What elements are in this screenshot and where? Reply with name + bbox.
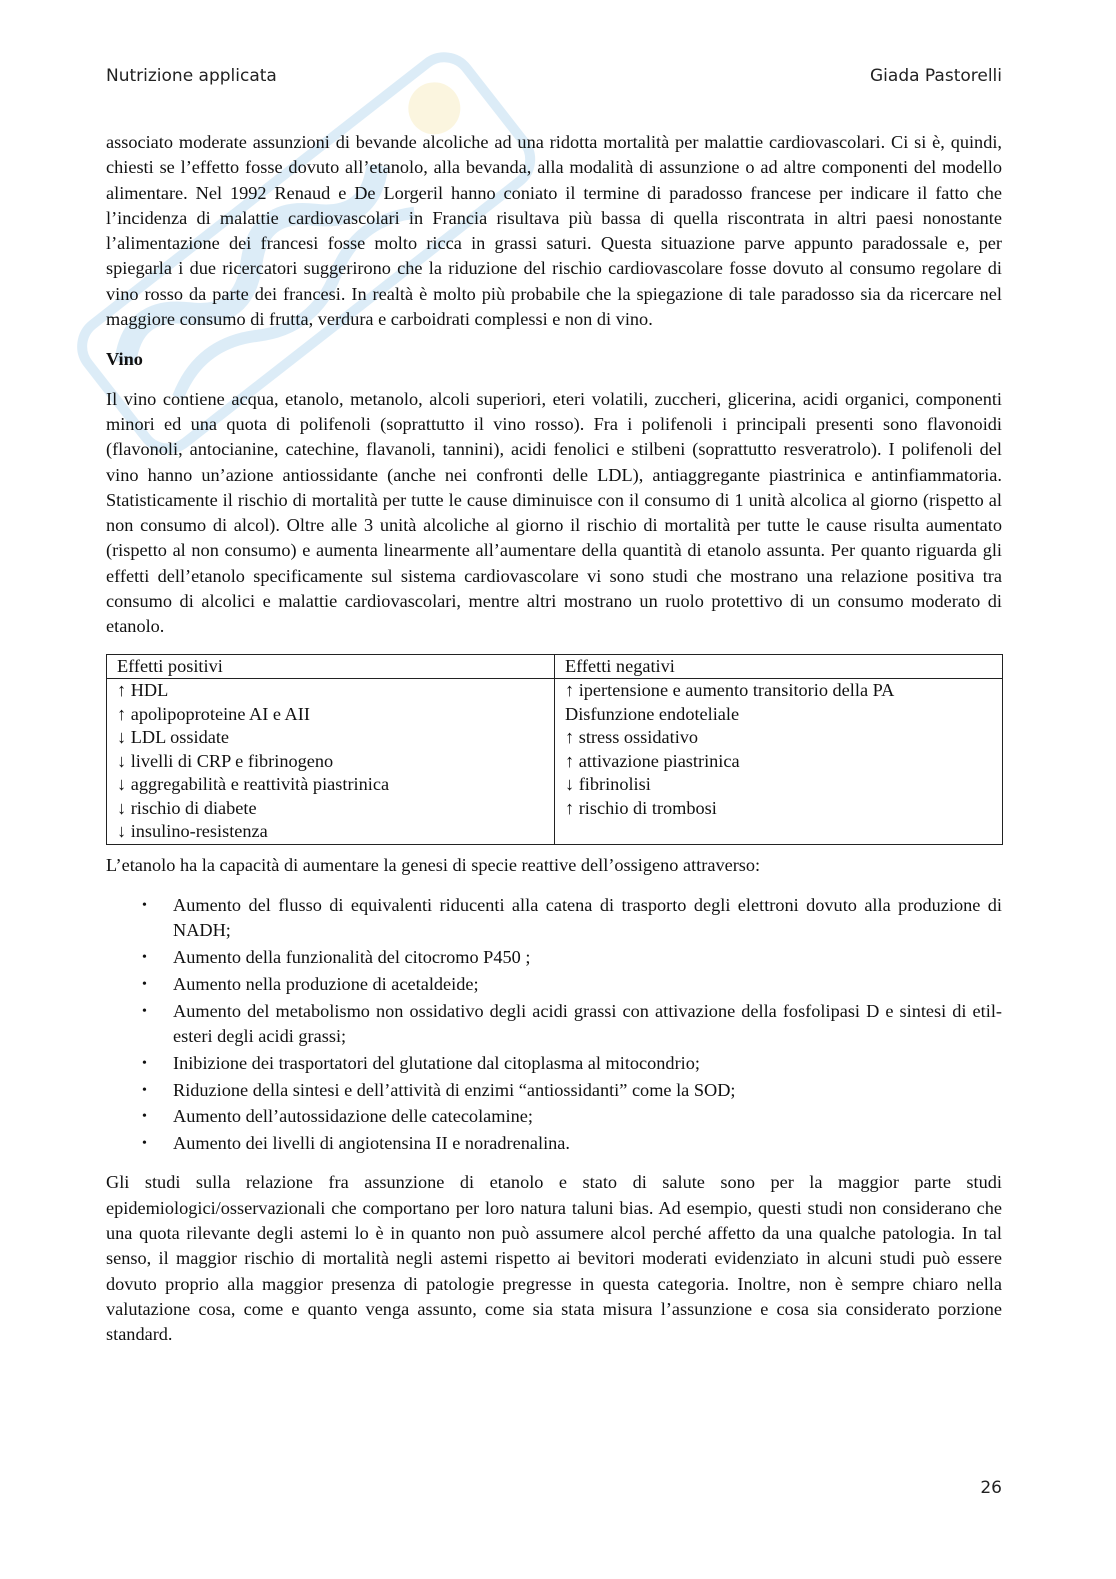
page-number: 26 [980, 1478, 1002, 1498]
list-item [106, 945, 1002, 970]
bullet-icon: • [142, 897, 147, 913]
list-item-text: Aumento dell’autossidazione delle catecolamine; [173, 1106, 533, 1127]
page-body [106, 130, 1002, 1347]
bullet-icon: • [142, 1003, 147, 1019]
negative-effect-item: ↑ ipertensione e aumento transitorio della PA [565, 680, 895, 701]
list-item [106, 999, 1002, 1050]
list-item [106, 1078, 1002, 1103]
list-item [106, 893, 1002, 944]
effects-table [106, 654, 1003, 845]
paragraph-french-paradox: associato moderate assunzioni di bevande alcoliche ad una ridotta mortalità per malattie cardiovascolari. Ci si è, quindi, chiesti se l’effetto fosse dovuto all’etanolo, alla bevanda, alla modalità di assunzione o ad altre componenti del modello alimentare. Nel 1992 Renaud e De Lorgeril hanno coniato il termine di paradosso francese per indicare il fatto che l’incidenza di malattie cardiovascolari in Francia risultava più bassa di quella riscontrata in altri paesi nonostante l’alimentazione dei francesi fosse molto ricca in grassi saturi. Questa situazione parve appunto paradossale e, per spiegarla i due ricercatori suggerirono che la riduzione del rischio cardiovascolare fosse dovuto al consumo regolare di vino rosso da parte dei francesi. In realtà è molto più probabile che la spiegazione di tale paradosso sia da ricercare nel maggiore consumo di frutta, verdura e carboidrati complessi e non di vino. [106, 132, 1002, 330]
list-item-text: Aumento del flusso di equivalenti riducenti alla catena di trasporto degli elettroni dovuto alla produzione di NADH; [173, 894, 1002, 941]
table-header-negative: Effetti negativi [555, 654, 1003, 679]
list-item-text: Aumento dei livelli di angiotensina II e noradrenalina. [173, 1133, 570, 1154]
list-item [106, 972, 1002, 997]
paragraph-studies-bias: Gli studi sulla relazione fra assunzione di etanolo e stato di salute sono per la maggior parte studi epidemiologici/osservazionali che comportano per loro natura taluni bias. Ad esempio, questi studi non considerano che una quota rilevante degli astemi lo è in quanto non può assumere alcol perché affetto da una qualche patologia. In tal senso, il maggior rischio di mortalità negli astemi rispetto ai bevitori moderati evidenziato in alcuni studi può essere dovuto proprio alla maggior presenza di patologie pregresse in questa categoria. Inoltre, non è sempre chiaro nella valutazione cosa, come e quanto venga assunto, come sia stata misura l’assunzione e cosa sia considerato porzione standard. [106, 1172, 1002, 1345]
negative-effect-item: ↑ stress ossidativo [565, 727, 699, 748]
negative-effect-item: Disfunzione endoteliale [565, 703, 740, 724]
table-header-positive: Effetti positivi [107, 654, 555, 679]
list-item-text: Inibizione dei trasportatori del glutatione dal citoplasma al mitocondrio; [173, 1052, 700, 1073]
bullet-icon: • [142, 950, 147, 966]
positive-effect-item: ↑ apolipoproteine AI e AII [117, 703, 310, 724]
negative-effects-cell [555, 679, 1003, 845]
page-header [106, 66, 1002, 96]
bullet-icon: • [142, 1082, 147, 1098]
list-item [106, 1051, 1002, 1076]
paragraph-vino: Il vino contiene acqua, etanolo, metanolo, alcoli superiori, eteri volatili, zuccheri, glicerina, acidi organici, componenti minori ed una quota di polifenoli (soprattutto il vino rosso). Fra i polifenoli i principali presenti sono flavonoidi (flavonoli, antocianine, catechine, flavanoli, tannini), acidi fenolici e stilbeni (soprattutto resveratrolo). I polifenoli del vino hanno un’azione antiossidante (anche nei confronti delle LDL), antiaggregante piastrinica e antinfiammatoria. Statisticamente il rischio di mortalità per tutte le cause diminuisce con il consumo di 1 unità alcolica al giorno (rispetto al non consumo di alcol). Oltre alle 3 unità alcoliche al giorno il rischio di mortalità per tutte le cause risulta aumentato (rispetto al non consumo) e aumenta linearmente all’aumentare della quantità di etanolo assunta. Per quanto riguarda gli effetti dell’etanolo specificamente sul sistema cardiovascolare vi sono studi che mostrano una relazione positiva tra consumo di alcolici e malattie cardiovascolari, mentre altri mostrano un ruolo protettivo di un consumo moderato di etanolo. [106, 388, 1002, 637]
negative-effect-item: ↑ rischio di trombosi [565, 797, 717, 818]
bullet-icon: • [142, 1136, 147, 1152]
bullet-icon: • [142, 1055, 147, 1071]
negative-effect-item: ↓ fibrinolisi [565, 774, 651, 795]
ros-mechanisms-list [106, 893, 1002, 1156]
list-item-text: Aumento della funzionalità del citocromo P450 ; [173, 947, 531, 968]
positive-effect-item: ↓ aggregabilità e reattività piastrinica [117, 774, 390, 795]
bullet-icon: • [142, 976, 147, 992]
negative-effect-item: ↑ attivazione piastrinica [565, 750, 740, 771]
list-item-text: Riduzione della sintesi e dell’attività di enzimi “antiossidanti” come la SOD; [173, 1079, 736, 1100]
section-heading-vino: Vino [106, 349, 143, 370]
list-item-text: Aumento nella produzione di acetaldeide; [173, 973, 479, 994]
positive-effect-item: ↓ insulino-resistenza [117, 821, 268, 842]
list-item [106, 1104, 1002, 1129]
positive-effect-item: ↓ LDL ossidate [117, 727, 230, 748]
positive-effect-item: ↑ HDL [117, 680, 169, 701]
header-course-title: Nutrizione applicata [106, 66, 277, 86]
list-item [106, 1131, 1002, 1156]
paragraph-ros-intro: L’etanolo ha la capacità di aumentare la genesi di specie reattive dell’ossigeno attraverso: [106, 854, 761, 875]
positive-effect-item: ↓ livelli di CRP e fibrinogeno [117, 750, 334, 771]
positive-effect-item: ↓ rischio di diabete [117, 797, 257, 818]
positive-effects-cell [107, 679, 555, 845]
list-item-text: Aumento del metabolismo non ossidativo degli acidi grassi con attivazione della fosfolipasi D e sintesi di etil-esteri degli acidi grassi; [173, 1000, 1002, 1046]
header-author: Giada Pastorelli [870, 66, 1002, 86]
bullet-icon: • [142, 1109, 147, 1125]
